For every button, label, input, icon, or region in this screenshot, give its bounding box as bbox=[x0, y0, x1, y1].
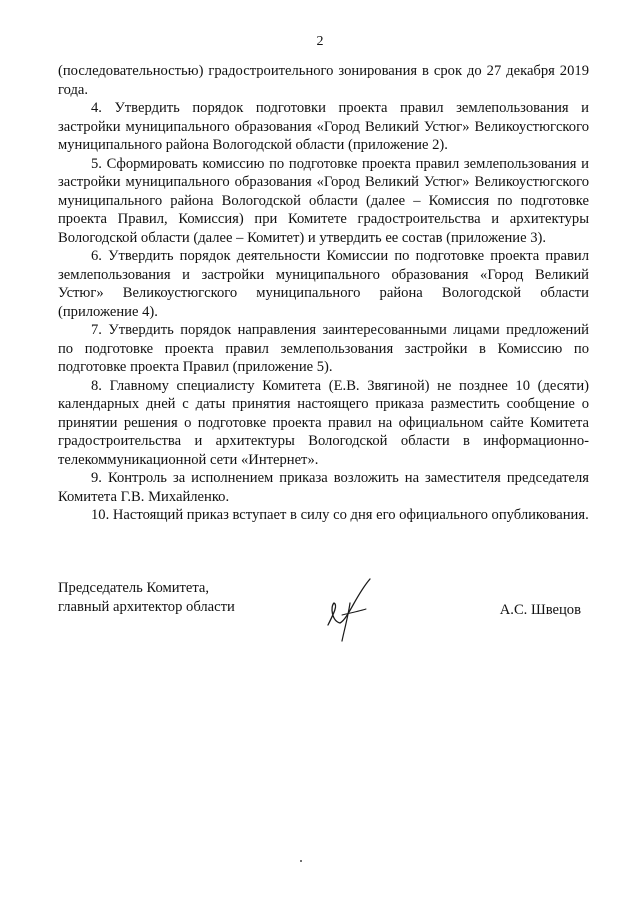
page-number: 2 bbox=[316, 34, 324, 49]
scan-speck bbox=[300, 860, 302, 862]
document-body bbox=[58, 62, 589, 525]
paragraph-item-7: 7. Утвердить порядок направления заинтересованными лицами предложений по подготовке проекта правил землепользования застройки в Комиссию по подготовке проекта Правил (приложение 5). bbox=[58, 322, 589, 375]
signatory-title bbox=[58, 579, 235, 616]
signatory-title-line2: главный архитектор области bbox=[58, 598, 235, 615]
paragraph-item-8: 8. Главному специалисту Комитета (Е.В. Звягиной) не позднее 10 (десяти) календарных дней с даты принятия настоящего приказа разместить сообщение о принятии решения о подготовке проекта правил на официальном сайте Комитета градостроительства и архитектуры Вологодской области в информационно-телекоммуникационной сети «Интернет». bbox=[58, 377, 589, 468]
paragraph-item-9: 9. Контроль за исполнением приказа возложить на заместителя председателя Комитета Г.В. Михайленко. bbox=[58, 470, 589, 505]
signature-block bbox=[58, 573, 589, 653]
paragraph-item-5: 5. Сформировать комиссию по подготовке проекта правил землепользования и застройки муниципального образования «Город Великий Устюг» Великоустюгского муниципального района Вологодской области (далее – Комиссия по подготовке проекта Правил, Комиссия) при Комитете градостроительства и архитектуры Вологодской области (далее – Комитет) и утвердить ее состав (приложение 3). bbox=[58, 155, 589, 246]
paragraph-item-4: 4. Утвердить порядок подготовки проекта правил землепользования и застройки муниципального образования «Город Великий Устюг» Великоустюгского муниципального района Вологодской области (приложение 2). bbox=[58, 100, 589, 153]
paragraph-continuation: (последовательностью) градостроительного зонирования в срок до 27 декабря 2019 года. bbox=[58, 63, 589, 98]
paragraph-item-10: 10. Настоящий приказ вступает в силу со дня его официального опубликования. bbox=[91, 507, 589, 523]
paragraph-item-6: 6. Утвердить порядок деятельности Комиссии по подготовке проекта правил землепользования и застройки муниципального образования «Город Великий Устюг» Великоустюгского муниципального района Вологодской области (приложение 4). bbox=[58, 248, 589, 320]
handwritten-signature bbox=[320, 573, 380, 643]
signatory-name: А.С. Швецов bbox=[499, 602, 581, 618]
signatory-title-line1: Председатель Комитета, bbox=[58, 580, 210, 596]
